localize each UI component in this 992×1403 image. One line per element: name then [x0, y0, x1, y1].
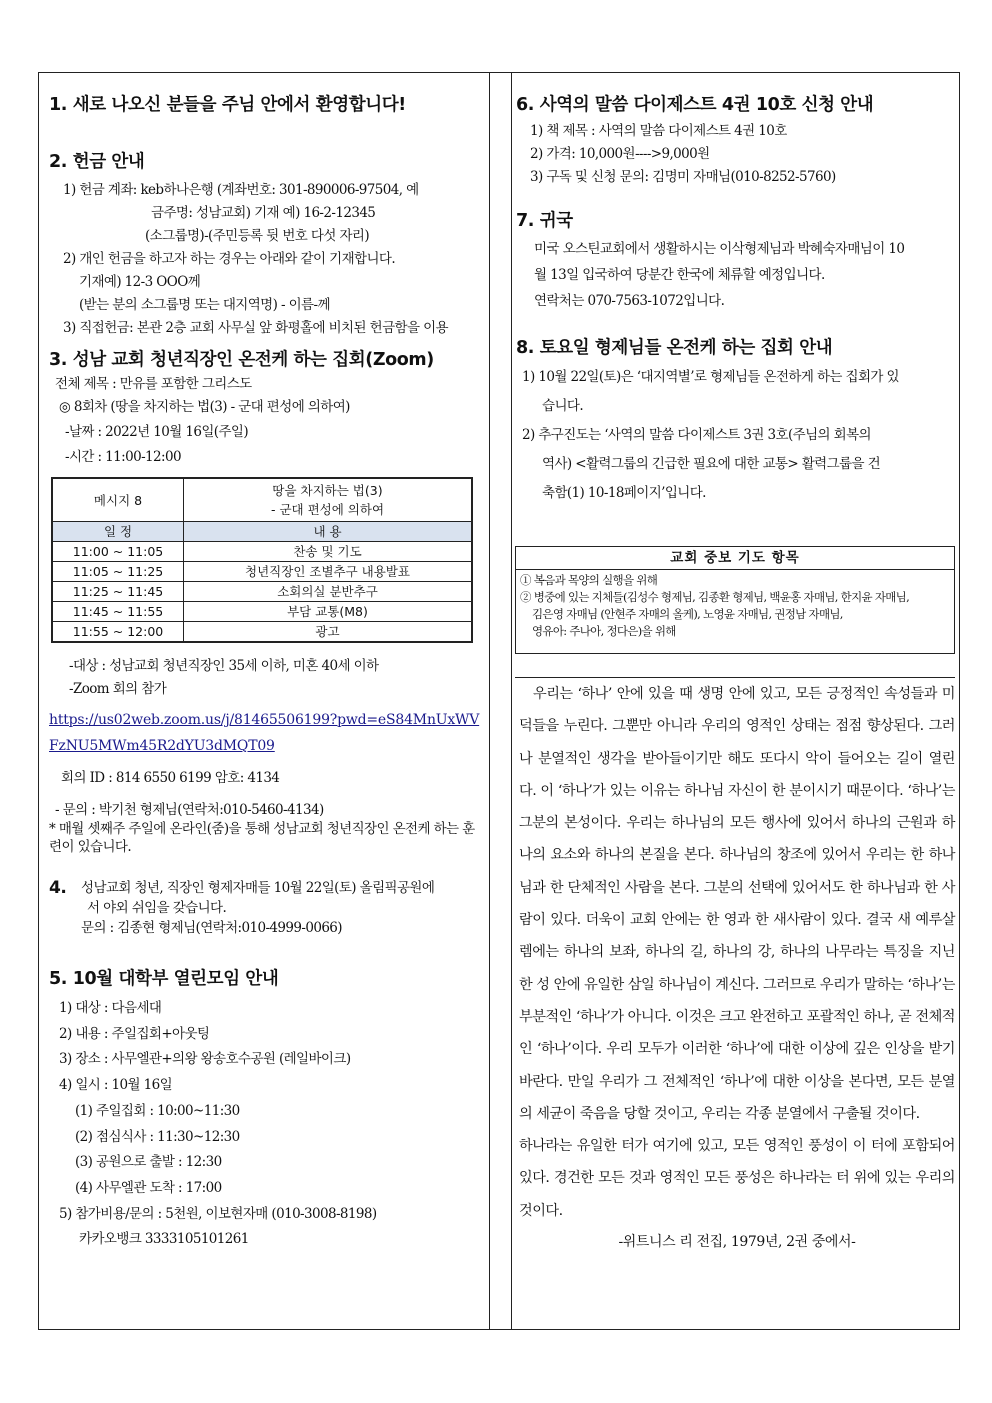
meeting-contact: - 문의 : 박기천 형제님(연락처:010-5460-4134) [55, 802, 324, 818]
time-cell: 11:25 ~ 11:45 [52, 582, 184, 602]
offering-line: (소그룹명)-(주민등록 뒷 번호 다섯 자리) [145, 228, 370, 244]
saturday-line: 역사) <활력그룹의 긴급한 필요에 대한 교통> 활력그룹을 건 [542, 456, 881, 472]
section-5-title: 5. 10월 대학부 열린모임 안내 [49, 969, 279, 989]
column-header: 내 용 [184, 522, 473, 542]
list-item: (3) 공원으로 출발 : 12:30 [75, 1154, 222, 1171]
saturday-line: 2) 추구진도는 ‘사역의 말씀 다이제스트 3권 3호(주님의 회복의 [522, 427, 871, 443]
meeting-line: -대상 : 성남교회 청년직장인 35세 이하, 미혼 40세 이하 [69, 658, 379, 674]
list-item: 2) 내용 : 주일집회+아웃팅 [59, 1025, 210, 1042]
message-topic [184, 478, 473, 522]
message-number: 메시지 8 [52, 478, 184, 522]
prayer-box [515, 546, 955, 654]
prayer-item: ① 복음과 목양의 실행을 위해 [520, 573, 658, 587]
outing-line: 문의 : 김종현 형제님(연락처:010-4999-0066) [81, 920, 342, 936]
college-meeting-list [49, 996, 483, 1253]
table-row [52, 582, 472, 602]
table-row [52, 602, 472, 622]
offering-line: 금주명: 성남교회) 기재 예) 16-2-12345 [151, 205, 376, 221]
topic-line: 땅을 차지하는 법(3) [272, 483, 383, 498]
content-cell: 찬송 및 기도 [184, 542, 473, 562]
meeting-line: ◎ 8회차 (땅을 차지하는 법(3) - 군대 편성에 의하여) [59, 399, 350, 415]
meeting-note: * 매월 셋째주 주일에 온라인(줌)을 통해 성남교회 청년직장인 온전케 하는 훈련이 있습니다. [49, 821, 475, 855]
section-6-title: 6. 사역의 말씀 다이제스트 4권 10호 신청 안내 [516, 95, 874, 115]
table-row [52, 622, 472, 643]
essay-paragraph: 하나라는 유일한 터가 여기에 있고, 모든 영적인 풍성이 이 터에 포함되어 있다. 경건한 모든 것과 영적인 모든 풍성은 하나라는 터 위에 있는 우리의 것이다. [519, 1138, 955, 1219]
content-cell: 소회의실 분반추구 [184, 582, 473, 602]
outing-line: 서 야외 쉬임을 갖습니다. [87, 900, 227, 916]
offering-line: 기재예) 12-3 OOO께 [79, 274, 201, 290]
meeting-line: -시간 : 11:00-12:00 [65, 449, 181, 465]
section-8-title: 8. 토요일 형제님들 온전케 하는 집회 안내 [516, 338, 833, 358]
prayer-title: 교회 중보 기도 항목 [516, 547, 954, 570]
meeting-line: 전체 제목 : 만유를 포함한 그리스도 [55, 376, 252, 392]
prayer-item: 영유아: 주나아, 정다은)을 위해 [532, 624, 676, 638]
saturday-line: 1) 10월 22일(토)은 ‘대지역별’로 형제님들 온전하게 하는 집회가 있 [522, 369, 900, 385]
column-header: 일 정 [52, 522, 184, 542]
list-item: 4) 일시 : 10월 16일 [59, 1077, 173, 1094]
saturday-line: 축함(1) 10-18페이지’입니다. [542, 485, 706, 501]
offering-line: (받는 분의 소그룹명 또는 대지역명) - 이름-께 [79, 297, 330, 313]
column-divider [489, 73, 490, 1329]
meeting-line: -날짜 : 2022년 10월 16일(주일) [65, 424, 249, 440]
section-7-title: 7. 귀국 [516, 211, 573, 231]
offering-line: 2) 개인 헌금을 하고자 하는 경우는 아래와 같이 기재합니다. [63, 251, 396, 267]
saturday-line: 습니다. [542, 398, 584, 414]
digest-line: 3) 구독 및 신청 문의: 김명미 자매님(010-8252-5760) [530, 169, 836, 185]
list-item: 3) 장소 : 사무엘관+의왕 왕송호수공원 (레일바이크) [59, 1051, 351, 1068]
list-item: (2) 점심식사 : 11:30~12:30 [75, 1128, 240, 1145]
time-cell: 11:55 ~ 12:00 [52, 622, 184, 643]
digest-line: 1) 책 제목 : 사역의 말씀 다이제스트 4권 10호 [530, 123, 787, 139]
list-item: 카카오뱅크 3333105101261 [79, 1231, 249, 1248]
table-row [52, 562, 472, 582]
prayer-item: 김은영 자매님 (안현주 자매의 올케), 노영윤 자매님, 권정남 자매님, [532, 607, 843, 621]
time-cell: 11:00 ~ 11:05 [52, 542, 184, 562]
return-line: 월 13일 입국하여 당분간 한국에 체류할 예정입니다. [534, 267, 825, 283]
meeting-id: 회의 ID : 814 6550 6199 암호: 4134 [61, 770, 280, 786]
section-4 [49, 878, 483, 939]
right-column [512, 73, 960, 508]
left-column [39, 73, 489, 1253]
section-4-number: 4. [49, 878, 67, 898]
prayer-item: ② 병중에 있는 지체들(김성수 형제님, 김종환 형제님, 백윤홍 자매님, 한지윤 자매님, [520, 590, 910, 604]
essay-paragraph: 우리는 ‘하나’ 안에 있을 때 생명 안에 있고, 모든 긍정적인 속성들과 미덕들을 누린다. 그뿐만 아니라 우리의 영적인 상태는 점점 향상된다. 그러나 분열적인 생각을 받아들이기만 해도 또다시 악이 들어오는 길이 열린다. 이 ‘하나’가 있는 이유는 하나님 자신이 한 분이시기 때문이다. ‘하나’는 그분의 본성이다. 우리는 하나님의 모든 행사에 있어서 하나의 근원과 하나의 요소와 하나의 본질을 본다. 하나님의 창조에 있어서 우리는 한 하나님과 한 단체적인 사람을 본다. 그분의 선택에 있어서도 한 하나님과 한 사람이 있다. 더욱이 교회 안에는 한 영과 한 새사람이 있다. 결국 새 예루살렘에는 하나의 보좌, 하나의 길, 하나의 강, 하나의 나무라는 특징을 지닌 한 성 안에 유일한 삼일 하나님이 계신다. 그러므로 우리가 말하는 ‘하나’는 부분적인 ‘하나’가 아니다. 이것은 크고 완전하고 포괄적인 하나, 곧 전체적인 ‘하나’이다. 우리 모두가 이러한 ‘하나’에 대한 이상에 깊은 인상을 받기 바란다. 만일 우리가 그 전체적인 ‘하나’에 대한 이상을 본다면, 모든 분열의 세균이 죽음을 당할 것이고, 우리는 각종 분열에서 구출될 것이다. [519, 686, 955, 1122]
time-cell: 11:45 ~ 11:55 [52, 602, 184, 622]
essay-source: -위트니스 리 전집, 1979년, 2권 중에서- [618, 1234, 856, 1251]
topic-line: - 군대 편성에 의하여 [270, 502, 385, 517]
return-line: 연락처는 070-7563-1072입니다. [534, 293, 725, 309]
zoom-link[interactable]: https://us02web.zoom.us/j/81465506199?pwd=eS84MnUxWVFzNU5MWm45R2dYU3dMQT09 [49, 712, 480, 754]
list-item: 5) 참가비용/문의 : 5천원, 이보현자매 (010-3008-8198) [59, 1205, 377, 1222]
section-2-title: 2. 헌금 안내 [49, 152, 145, 172]
schedule-table [51, 477, 473, 643]
offering-line: 3) 직접헌금: 본관 2층 교회 사무실 앞 화평홀에 비치된 헌금함을 이용 [63, 320, 448, 336]
essay [515, 677, 955, 1297]
meeting-line: -Zoom 회의 참가 [69, 681, 167, 697]
section-3-title: 3. 성남 교회 청년직장인 온전케 하는 집회(Zoom) [49, 350, 434, 370]
content-cell: 부담 교통(M8) [184, 602, 473, 622]
content-cell: 청년직장인 조별추구 내용발표 [184, 562, 473, 582]
return-line: 미국 오스틴교회에서 생활하시는 이삭형제님과 박혜숙자매님이 10 [534, 241, 905, 257]
list-item: 1) 대상 : 다음세대 [59, 1000, 162, 1016]
time-cell: 11:05 ~ 11:25 [52, 562, 184, 582]
table-row [52, 542, 472, 562]
list-item: (1) 주일집회 : 10:00~11:30 [75, 1102, 240, 1119]
list-item: (4) 사무엘관 도착 : 17:00 [75, 1179, 222, 1196]
content-cell: 광고 [184, 622, 473, 643]
digest-line: 2) 가격: 10,000원---->9,000원 [530, 146, 710, 162]
outing-line: 성남교회 청년, 직장인 형제자매들 10월 22일(토) 올림픽공원에 [81, 880, 435, 896]
offering-line: 1) 헌금 계좌: keb하나은행 (계좌번호: 301-890006-97504, 예 [63, 182, 419, 198]
section-1-title: 1. 새로 나오신 분들을 주님 안에서 환영합니다! [49, 95, 406, 115]
